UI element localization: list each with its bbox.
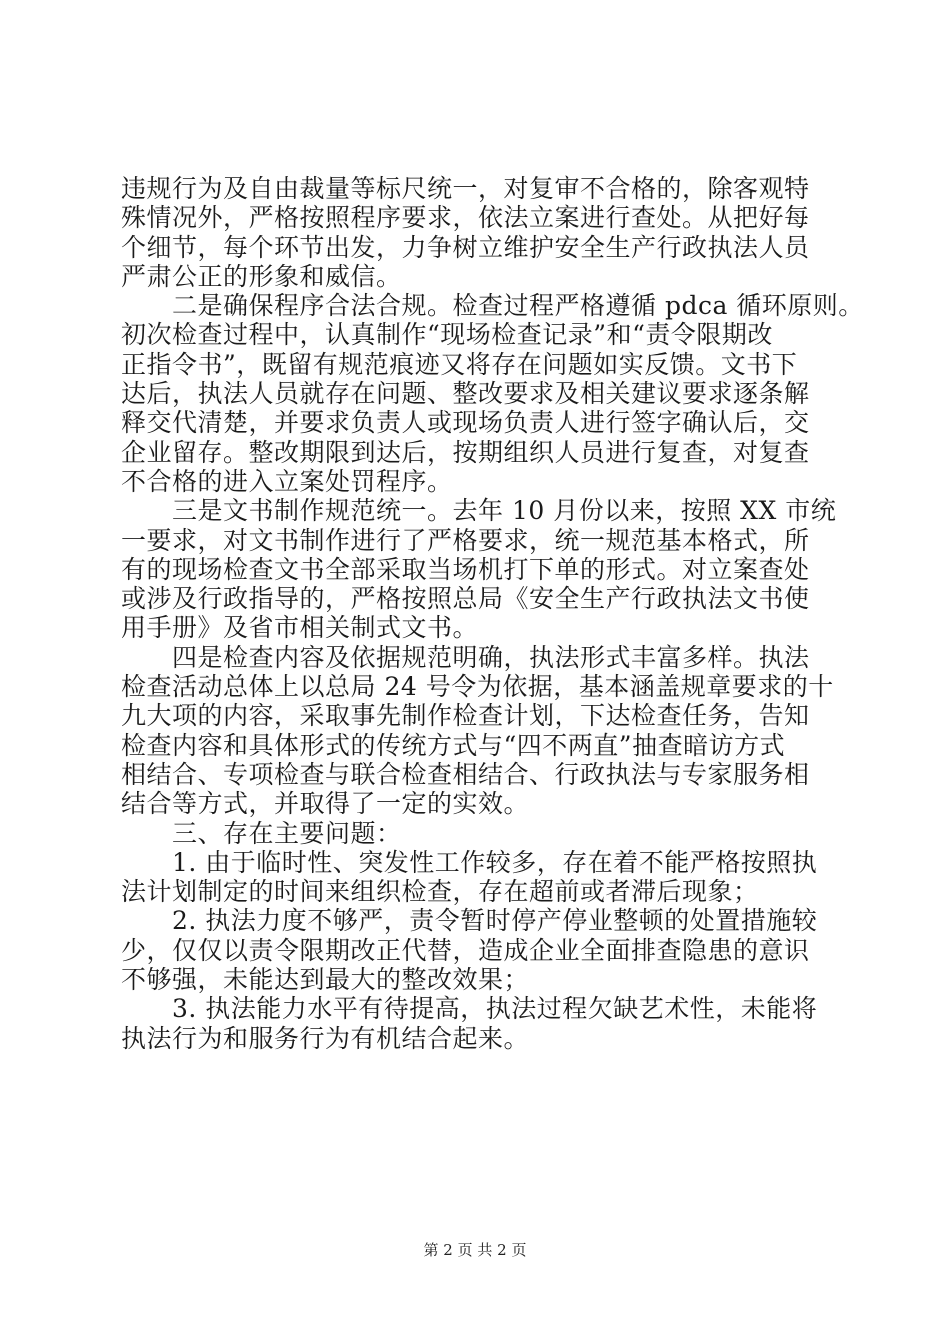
text-line: 检查内容和具体形式的传统方式与“四不两直”抽查暗访方式 (121, 730, 786, 760)
text-line: 3. 执法能力水平有待提高，执法过程欠缺艺术性，未能将 (121, 994, 818, 1024)
text-line: 释交代清楚，并要求负责人或现场负责人进行签字确认后，交 (121, 408, 810, 438)
text-line: 殊情况外，严格按照程序要求，依法立案进行查处。从把好每 (121, 203, 810, 233)
text-line: 企业留存。整改期限到达后，按期组织人员进行复查，对复查 (121, 437, 810, 467)
text-line: 正指令书”，既留有规范痕迹又将存在问题如实反馈。文书下 (121, 349, 798, 379)
text-line: 或涉及行政指导的，严格按照总局《安全生产行政执法文书使 (121, 584, 810, 614)
text-line: 1. 由于临时性、突发性工作较多，存在着不能严格按照执 (121, 847, 818, 877)
page-number-footer: 第 2 页 共 2 页 (423, 1241, 527, 1259)
text-line: 结合等方式，并取得了一定的实效。 (121, 789, 530, 819)
text-line: 用手册》及省市相关制式文书。 (121, 613, 479, 643)
text-line: 三是文书制作规范统一。去年 10 月份以来，按照 XX 市统 (121, 496, 837, 526)
text-line: 执法行为和服务行为有机结合起来。 (121, 1023, 530, 1053)
text-line: 四是检查内容及依据规范明确，执法形式丰富多样。执法 (121, 642, 810, 672)
text-line: 相结合、专项检查与联合检查相结合、行政执法与专家服务相 (121, 759, 810, 789)
text-line: 2. 执法力度不够严，责令暂时停产停业整顿的处置措施较 (121, 906, 818, 936)
text-line: 一要求，对文书制作进行了严格要求，统一规范基本格式，所 (121, 525, 810, 555)
text-line: 少，仅仅以责令限期改正代替，造成企业全面排查隐患的意识 (121, 935, 810, 965)
text-line: 个细节，每个环节出发，力争树立维护安全生产行政执法人员 (121, 232, 810, 262)
text-line: 初次检查过程中，认真制作“现场检查记录”和“责令限期改 (121, 320, 773, 350)
text-line: 二是确保程序合法合规。检查过程严格遵循 pdca 循环原则。 (121, 291, 864, 321)
text-line: 法计划制定的时间来组织检查，存在超前或者滞后现象； (121, 877, 759, 907)
text-line: 严肃公正的形象和威信。 (121, 261, 402, 291)
document-body (121, 174, 864, 1053)
text-line: 九大项的内容，采取事先制作检查计划，下达检查任务，告知 (121, 701, 810, 731)
text-line: 有的现场检查文书全部采取当场机打下单的形式。对立案查处 (121, 554, 810, 584)
text-line: 三、存在主要问题： (121, 818, 402, 848)
text-line: 不够强，未能达到最大的整改效果； (121, 965, 530, 995)
text-line: 违规行为及自由裁量等标尺统一，对复审不合格的，除客观特 (121, 174, 810, 203)
text-line: 达后，执法人员就存在问题、整改要求及相关建议要求逐条解 (121, 379, 810, 409)
text-line: 检查活动总体上以总局 24 号令为依据，基本涵盖规章要求的十 (121, 672, 834, 702)
text-line: 不合格的进入立案处罚程序。 (121, 466, 453, 496)
